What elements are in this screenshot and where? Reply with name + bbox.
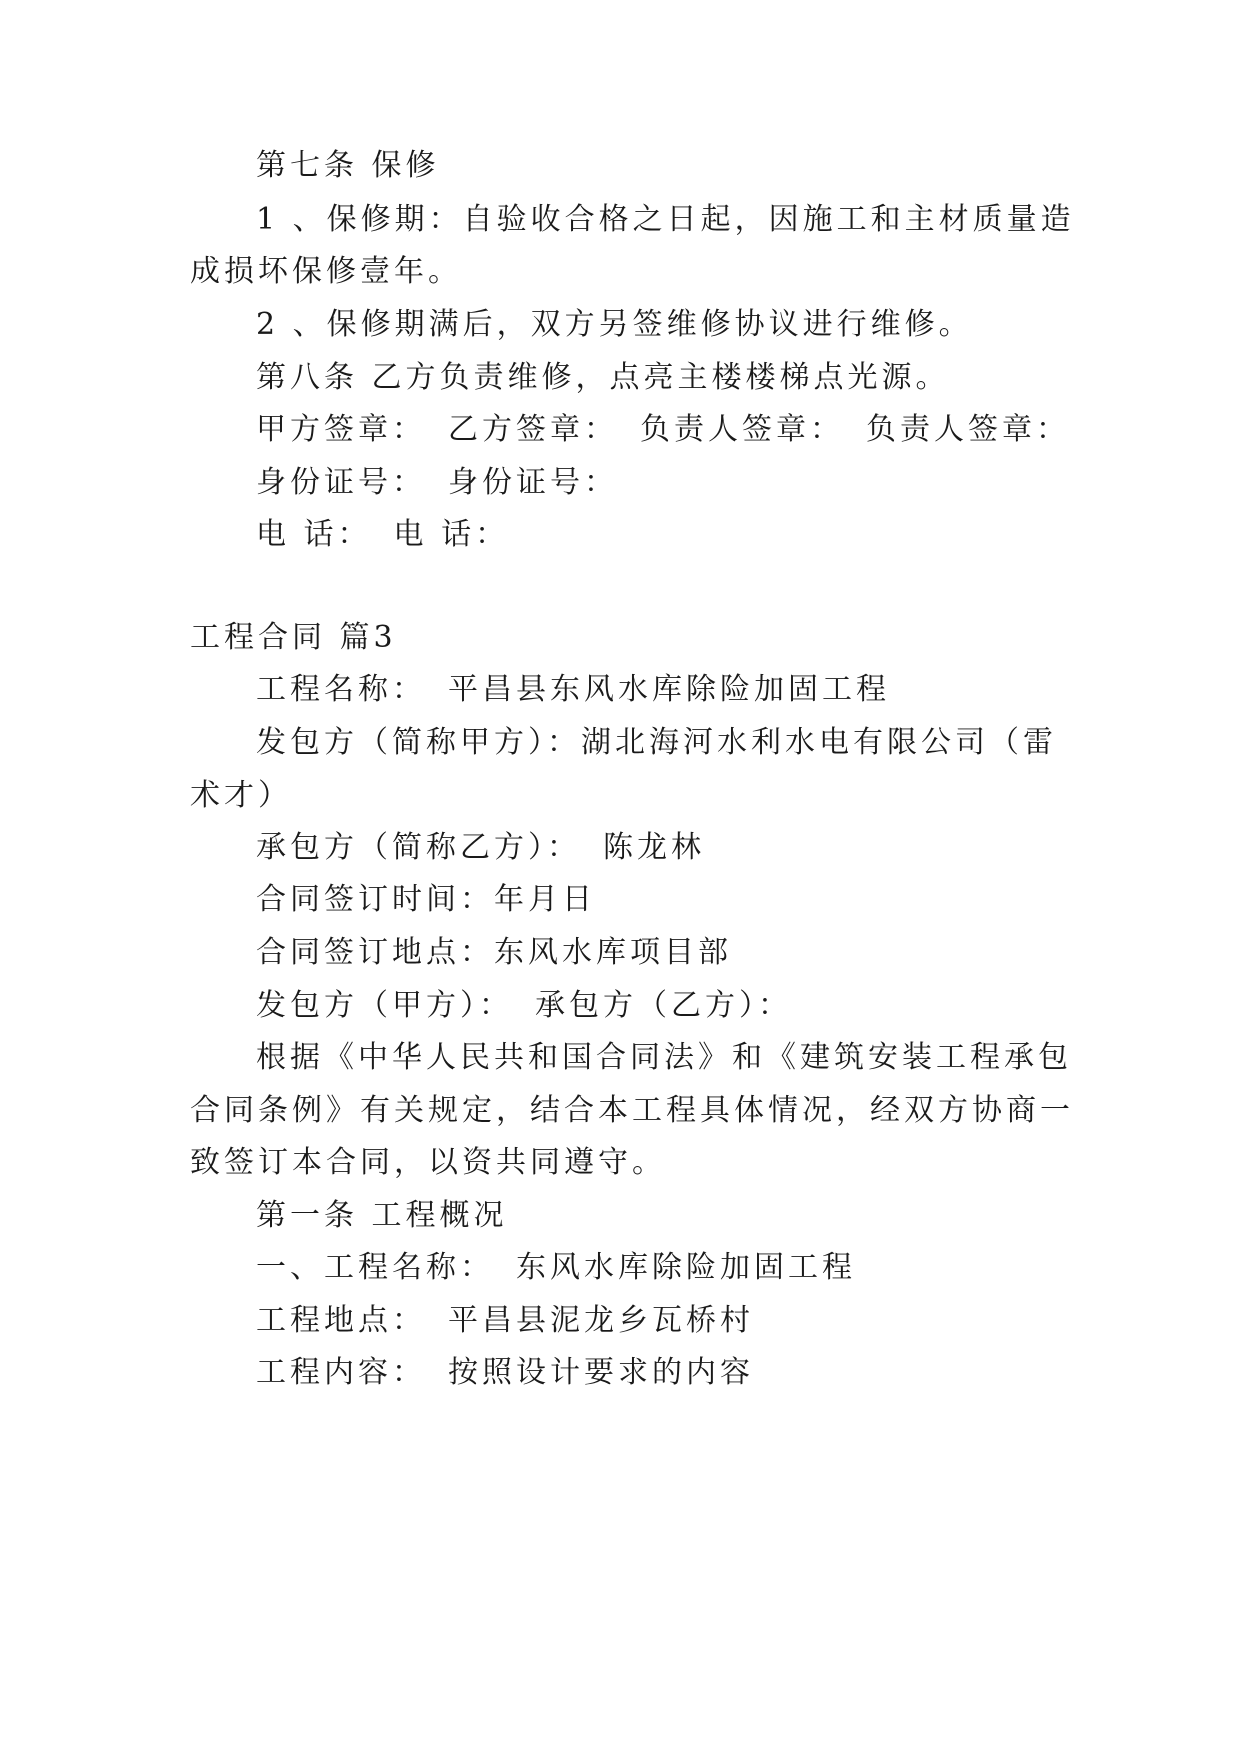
party-a-representative-signature-label: 负责人签章： xyxy=(640,412,844,447)
section-title: 工程合同 篇3 xyxy=(190,620,397,655)
article-1-project-name-row xyxy=(256,1248,856,1288)
article-7-heading: 第七条 保修 xyxy=(256,148,440,183)
signature-row xyxy=(256,410,1070,450)
employer-line-1: 发包方（简称甲方）：湖北海河水利水电有限公司（雷 xyxy=(256,725,1057,760)
project-name-value: 平昌县东风水库除险加固工程 xyxy=(448,672,890,707)
article-1-project-name-label: 一、工程名称： xyxy=(256,1250,494,1285)
project-location-value: 平昌县泥龙乡瓦桥村 xyxy=(448,1303,754,1338)
signing-location: 合同签订地点：东风水库项目部 xyxy=(256,935,732,970)
warranty-item-1-line-2: 成损坏保修壹年。 xyxy=(190,254,462,289)
party-b-phone-label: 电 话： xyxy=(393,517,510,552)
party-a-phone-label: 电 话： xyxy=(256,517,372,552)
contractor-row xyxy=(256,828,705,868)
project-name-row xyxy=(256,670,890,710)
employer-line-2: 术才） xyxy=(190,778,292,813)
phone-row xyxy=(256,515,509,555)
party-labels-row xyxy=(256,986,792,1026)
party-b-id-number-label: 身份证号： xyxy=(448,465,618,500)
project-location-row xyxy=(256,1301,754,1341)
project-location-label: 工程地点： xyxy=(256,1303,426,1338)
project-name-label: 工程名称： xyxy=(256,672,426,707)
warranty-item-1-line-1: 1 、保修期：自验收合格之日起，因施工和主材质量造 xyxy=(256,202,1075,237)
project-content-value: 按照设计要求的内容 xyxy=(448,1355,754,1390)
party-a-id-number-label: 身份证号： xyxy=(256,465,426,500)
article-8-text: 第八条 乙方负责维修，点亮主楼楼梯点光源。 xyxy=(256,360,950,395)
employer-party-label: 发包方（甲方）： xyxy=(256,988,513,1023)
party-b-signature-label: 乙方签章： xyxy=(448,412,618,447)
article-1-heading: 第一条 工程概况 xyxy=(256,1198,508,1233)
contractor-party-label: 承包方（乙方）： xyxy=(535,988,792,1023)
preamble-line-2: 合同条例》有关规定，结合本工程具体情况，经双方协商一 xyxy=(190,1093,1074,1128)
contractor-value: 陈龙林 xyxy=(603,830,705,865)
signing-date: 合同签订时间：年月日 xyxy=(256,882,596,917)
id-number-row xyxy=(256,463,618,503)
preamble-line-3: 致签订本合同，以资共同遵守。 xyxy=(190,1145,666,1180)
article-1-project-name-value: 东风水库除险加固工程 xyxy=(516,1250,856,1285)
preamble-line-1: 根据《中华人民共和国合同法》和《建筑安装工程承包 xyxy=(256,1040,1072,1075)
project-content-label: 工程内容： xyxy=(256,1355,426,1390)
contractor-label: 承包方（简称乙方）： xyxy=(256,830,581,865)
party-a-signature-label: 甲方签章： xyxy=(256,412,426,447)
party-b-representative-signature-label: 负责人签章： xyxy=(866,412,1070,447)
project-content-row xyxy=(256,1353,754,1393)
warranty-item-2: 2 、保修期满后，双方另签维修协议进行维修。 xyxy=(256,307,973,342)
